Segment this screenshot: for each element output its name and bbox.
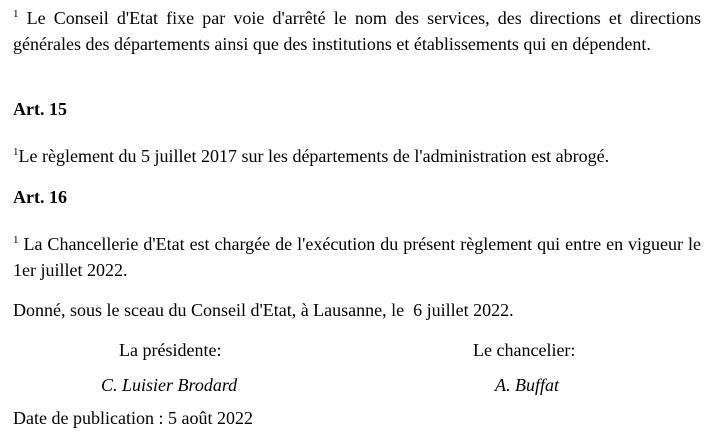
- article-15-heading: Art. 15: [13, 99, 67, 119]
- footnote-marker: 1: [13, 234, 19, 246]
- chancellor-role: Le chancelier:: [473, 340, 576, 360]
- publication-date: Date de publication : 5 août 2022: [13, 408, 253, 428]
- paragraph-art15-al1: [13, 144, 701, 170]
- president-role: La présidente:: [119, 340, 222, 360]
- paragraph-text: Le règlement du 5 juillet 2017 sur les départements de l'administration est abrogé.: [18, 146, 610, 166]
- footnote-marker: 1: [13, 146, 19, 158]
- article-16-heading: Art. 16: [13, 187, 67, 207]
- paragraph-art14-al1: [13, 6, 701, 57]
- paragraph-art16-al1: [13, 232, 701, 283]
- paragraph-text: La Chancellerie d'Etat est chargée de l'exécution du présent règlement qui entre en vigueur le 1er juillet 2022.: [13, 234, 701, 280]
- president-name: C. Luisier Brodard: [101, 375, 238, 395]
- chancellor-name: A. Buffat: [495, 375, 559, 395]
- given-statement: Donné, sous le sceau du Conseil d'Etat, à Lausanne, le 6 juillet 2022.: [13, 300, 514, 320]
- footnote-marker: 1: [13, 8, 19, 20]
- paragraph-text: Le Conseil d'Etat fixe par voie d'arrêté le nom des services, des directions et directions générales des départements ainsi que des institutions et établissements qui en dépendent.: [13, 8, 701, 54]
